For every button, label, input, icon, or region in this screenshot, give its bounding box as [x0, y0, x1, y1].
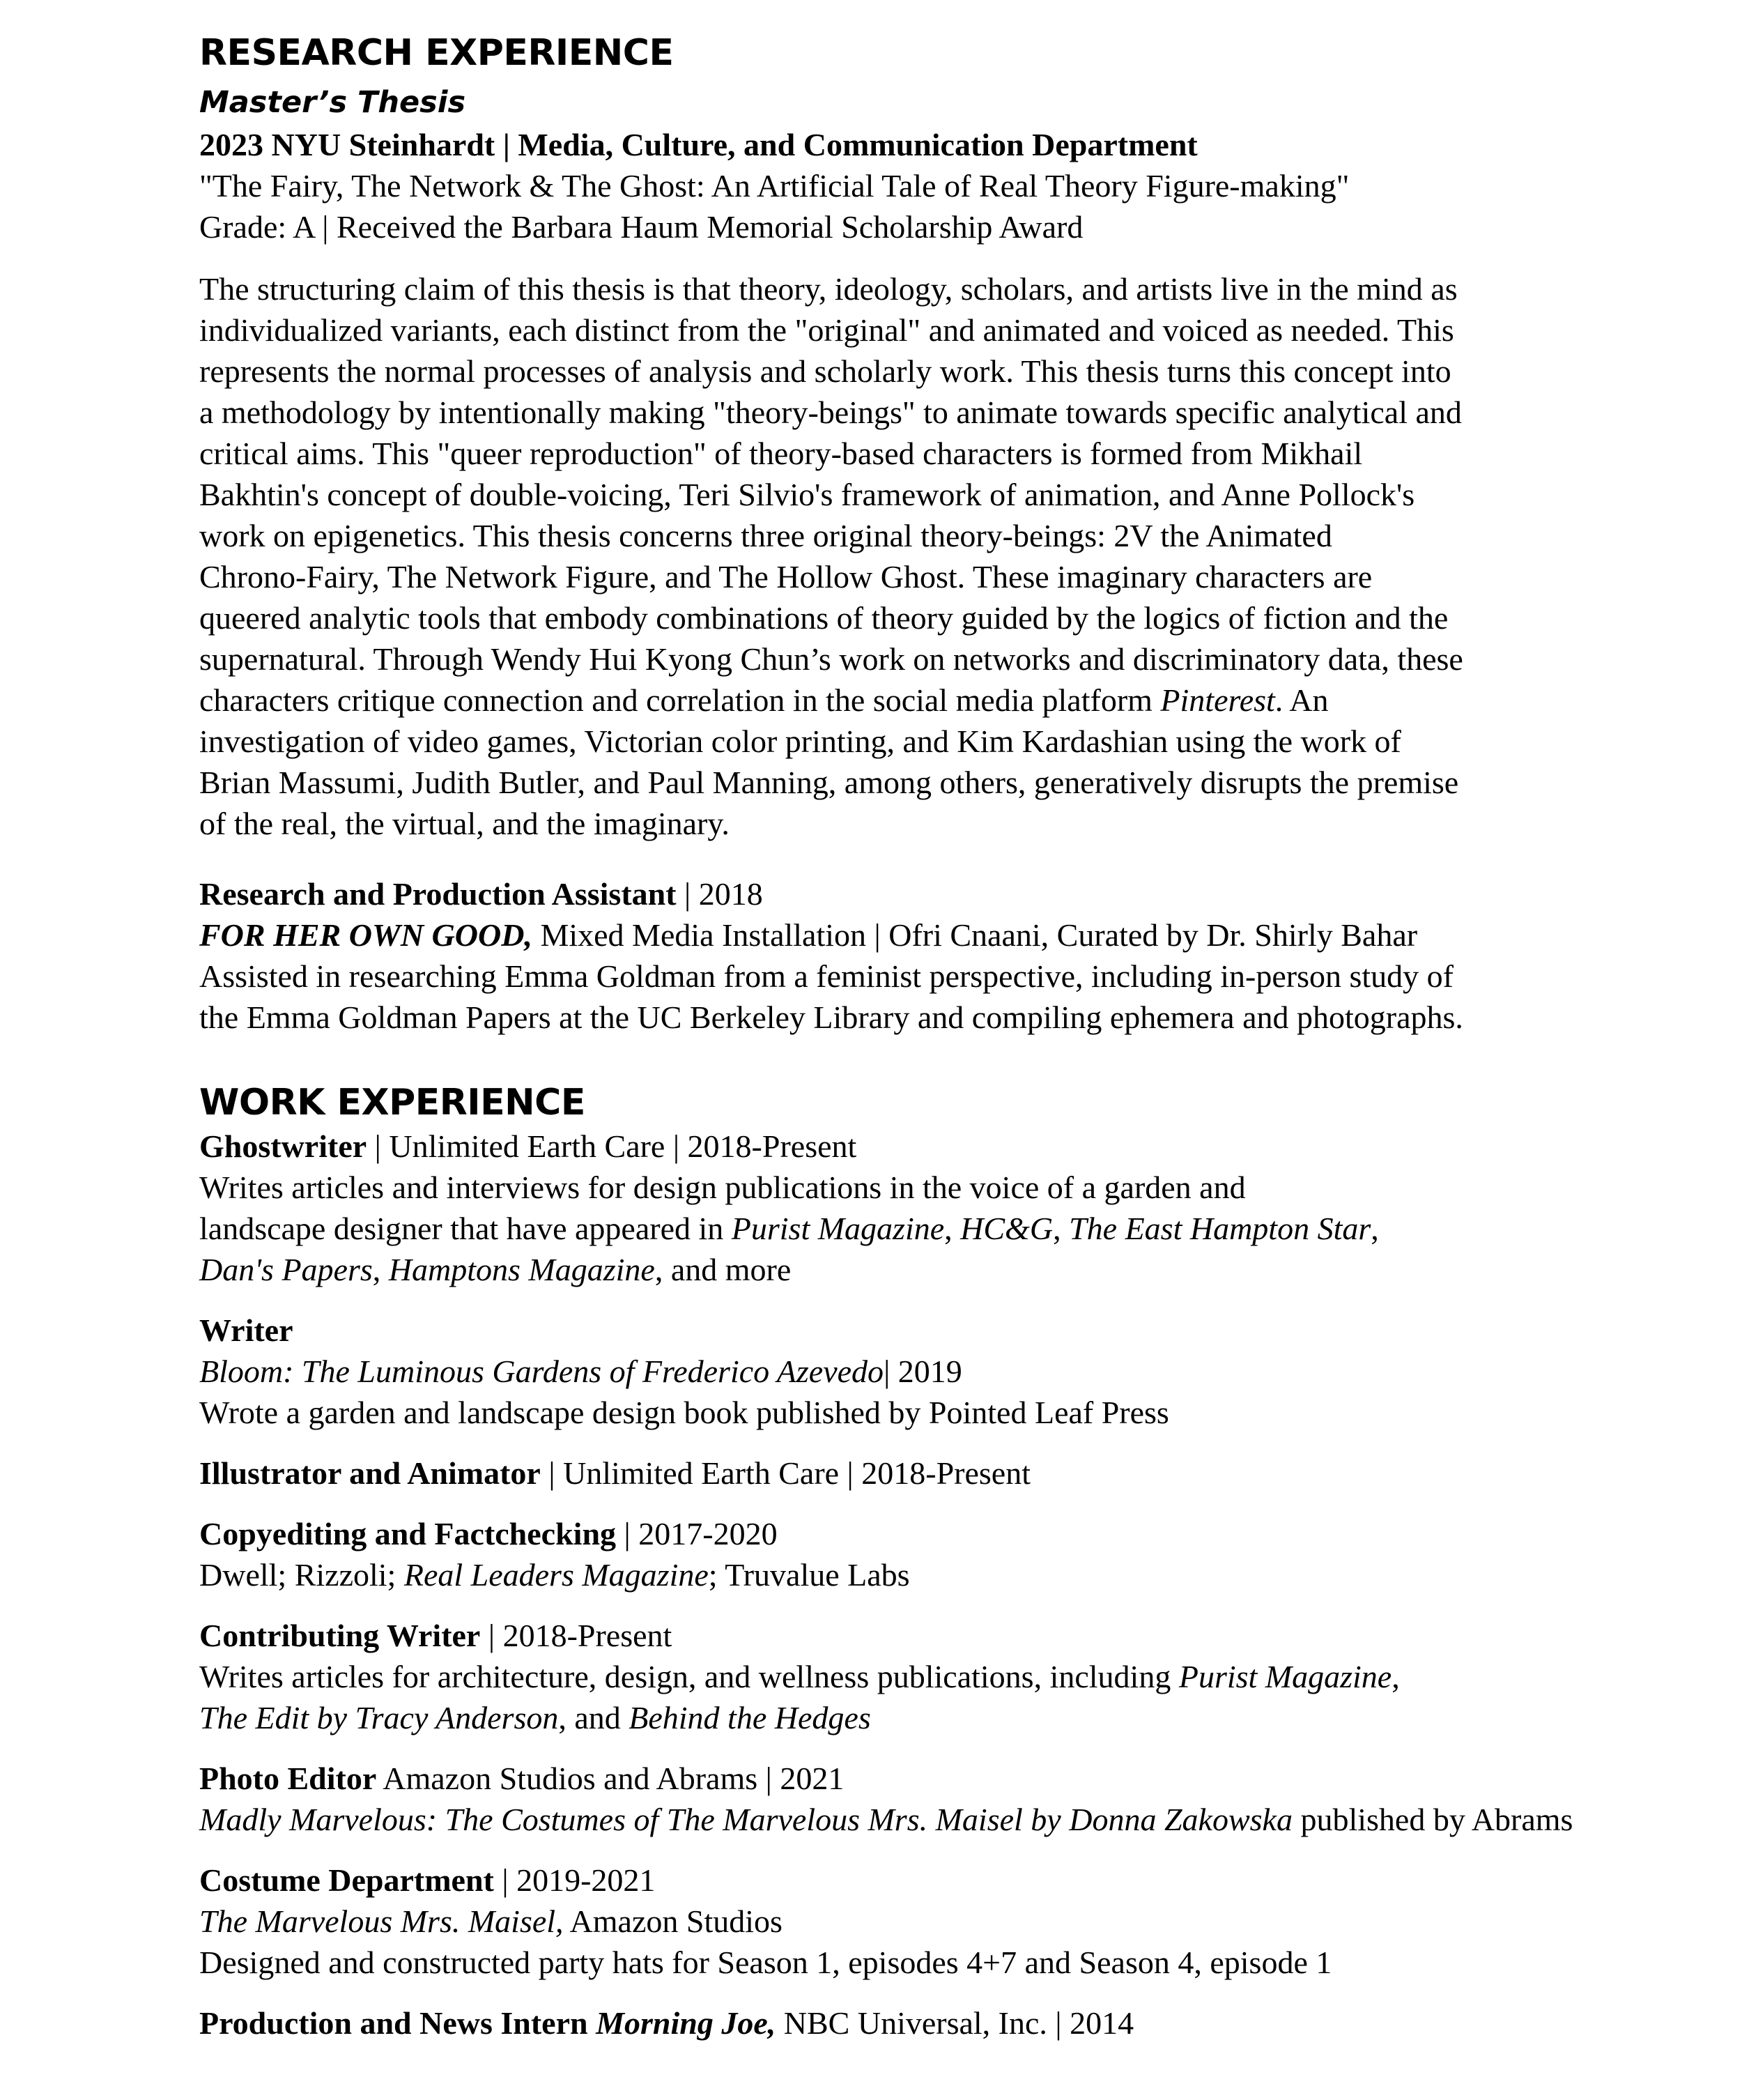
- entry-desc: the Emma Goldman Papers at the UC Berkeley Library and compiling ephemera and photographs.: [199, 999, 1463, 1035]
- entry-role: Illustrator and Animator: [199, 1455, 541, 1491]
- entry-role: Photo Editor: [199, 1761, 377, 1796]
- entry-meta: | Unlimited Earth Care | 2018-Present: [367, 1128, 857, 1164]
- entry-meta: | Unlimited Earth Care | 2018-Present: [540, 1455, 1031, 1491]
- abstract-line: individualized variants, each distinct from the "original" and animated and voiced as needed. This: [199, 312, 1454, 348]
- abstract-line: represents the normal processes of analysis and scholarly work. This thesis turns this concept into: [199, 353, 1451, 389]
- research-experience-heading: RESEARCH EXPERIENCE: [199, 32, 674, 74]
- abstract-line: a methodology by intentionally making "theory-beings" to animate towards specific analytical and: [199, 394, 1462, 430]
- abstract-line: supernatural. Through Wendy Hui Kyong Chun’s work on networks and discriminatory data, these: [199, 641, 1463, 677]
- pinterest-title: Pinterest: [1160, 682, 1275, 718]
- masters-thesis-heading: Master’s Thesis: [199, 85, 466, 120]
- thesis-grade: Grade: A | Received the Barbara Haum Memorial Scholarship Award: [199, 209, 1084, 245]
- show-title: The Marvelous Mrs. Maisel,: [199, 1903, 564, 1939]
- thesis-abstract: [199, 268, 1683, 844]
- abstract-line: Brian Massumi, Judith Butler, and Paul Manning, among others, generatively disrupts the premise: [199, 765, 1459, 800]
- abstract-line: of the real, the virtual, and the imaginary.: [199, 806, 730, 841]
- entry-role: Copyediting and Factchecking: [199, 1516, 617, 1551]
- entry-role: Contributing Writer: [199, 1618, 481, 1653]
- abstract-line: Bakhtin's concept of double-voicing, Teri Silvio's framework of animation, and Anne Pollock's: [199, 477, 1415, 512]
- entry-role: Production and News Intern: [199, 2005, 588, 2041]
- entry-meta: Amazon Studios and Abrams | 2021: [376, 1761, 845, 1796]
- entry-meta: | 2017-2020: [616, 1516, 778, 1551]
- entry-meta: NBC Universal, Inc. | 2014: [776, 2005, 1134, 2041]
- entry-role: Costume Department: [199, 1862, 494, 1898]
- copyediting-entry: Copyediting and Factchecking | 2017-2020 Dwell; Rizzoli; Real Leaders Magazine; Truvalue Labs: [199, 1516, 910, 1593]
- photo-editor-entry: Photo Editor Amazon Studios and Abrams | 2021 Madly Marvelous: The Costumes of The Marvelous Mrs. Maisel by Donna Zakowska published by Abrams: [199, 1761, 1573, 1837]
- abstract-line: queered analytic tools that embody combinations of theory guided by the logics of fiction and the: [199, 600, 1449, 636]
- abstract-line: work on epigenetics. This thesis concerns three original theory-beings: 2V the Animated: [199, 518, 1332, 553]
- entry-role: Ghostwriter: [199, 1128, 367, 1164]
- book-title: Madly Marvelous: The Costumes of The Marvelous Mrs. Maisel by Donna Zakowska: [199, 1802, 1293, 1837]
- contributing-writer-entry: Contributing Writer | 2018-Present Writes articles for architecture, design, and wellness publications, including Purist Magazine, The Edit by Tracy Anderson, and Behind the Hedges: [199, 1618, 1400, 1735]
- entry-role: Research and Production Assistant: [199, 876, 677, 912]
- thesis-title: "The Fairy, The Network & The Ghost: An Artificial Tale of Real Theory Figure-making": [199, 168, 1350, 204]
- news-intern-entry: [199, 2002, 1683, 2044]
- costume-department-entry: Costume Department | 2019-2021 The Marvelous Mrs. Maisel, Amazon Studios Designed and constructed party hats for Season 1, episodes 4+7 and Season 4, episode 1: [199, 1860, 1683, 1983]
- abstract-line: Chrono-Fairy, The Network Figure, and The Hollow Ghost. These imaginary characters are: [199, 559, 1373, 595]
- show-title: Morning Joe,: [587, 2005, 776, 2041]
- research-assistant-entry: Research and Production Assistant | 2018 FOR HER OWN GOOD, Mixed Media Installation | Ofri Cnaani, Curated by Dr. Shirly Bahar Assisted in researching Emma Goldman from a feminist perspective, including in-person study of the Emma Goldman Papers at the UC Berkeley Library and compiling ephemera and photographs.: [199, 873, 1683, 1038]
- illustrator-entry: [199, 1453, 1683, 1494]
- abstract-line: investigation of video games, Victorian color printing, and Kim Kardashian using the work of: [199, 723, 1401, 759]
- ghostwriter-entry: Ghostwriter | Unlimited Earth Care | 2018-Present Writes articles and interviews for design publications in the voice of a garden and landscape designer that have appeared in Purist Magazine, HC&G, The East Hampton Star, Dan's Papers, Hamptons Magazine, and more: [199, 1128, 1379, 1287]
- book-title: Bloom: The Luminous Gardens of Frederico Azevedo: [199, 1354, 884, 1389]
- entry-meta: | 2018-Present: [480, 1618, 672, 1653]
- entry-desc: Wrote a garden and landscape design book published by Pointed Leaf Press: [199, 1395, 1169, 1430]
- resume-page: [199, 25, 1683, 2044]
- entry-meta: | 2018: [676, 876, 763, 912]
- entry-role: Writer: [199, 1312, 293, 1348]
- abstract-line: critical aims. This "queer reproduction" of theory-based characters is formed from Mikhail: [199, 436, 1363, 471]
- writer-entry: Writer Bloom: The Luminous Gardens of Frederico Azevedo| 2019 Wrote a garden and landscape design book published by Pointed Leaf Press: [199, 1310, 1683, 1433]
- entry-meta: | 2019-2021: [493, 1862, 656, 1898]
- abstract-line: The structuring claim of this thesis is that theory, ideology, scholars, and artists live in the mind as: [199, 271, 1458, 307]
- work-experience-heading: WORK EXPERIENCE: [199, 1082, 585, 1124]
- project-title: FOR HER OWN GOOD,: [199, 917, 532, 953]
- entry-desc: Assisted in researching Emma Goldman from a feminist perspective, including in-person study of: [199, 958, 1454, 994]
- abstract-line: characters critique connection and correlation in the social media platform Pinterest. An: [199, 682, 1329, 718]
- entry-desc: Designed and constructed party hats for Season 1, episodes 4+7 and Season 4, episode 1: [199, 1945, 1332, 1980]
- thesis-institution: 2023 NYU Steinhardt | Media, Culture, and Communication Department: [199, 127, 1198, 162]
